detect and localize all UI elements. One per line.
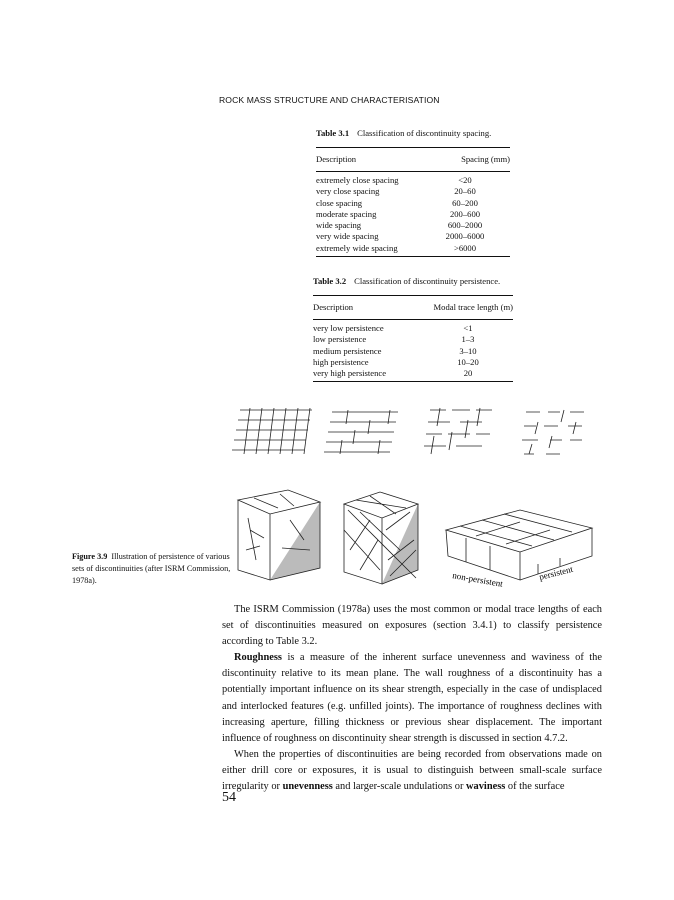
row-value: 1–3 — [461, 334, 475, 345]
row-value: 60–200 — [452, 197, 478, 208]
table-row — [316, 175, 510, 186]
figure-3-9 — [220, 400, 620, 590]
table-row — [313, 346, 513, 357]
rock-block-2 — [344, 492, 418, 584]
row-description: very low persistence — [313, 323, 384, 333]
table-caption — [316, 128, 510, 138]
row-description: very close spacing — [316, 186, 380, 197]
persistence-pattern-3 — [424, 408, 492, 454]
row-description: wide spacing — [316, 220, 362, 231]
page-number: 54 — [222, 790, 236, 805]
term-unevenness: unevenness — [282, 781, 333, 793]
row-value: 600–2000 — [447, 220, 483, 231]
table-title: Classification of discontinuity spacing. — [357, 128, 492, 138]
paragraph-2 — [222, 650, 602, 747]
table-row — [316, 198, 510, 209]
table-label: Table 3.1 — [316, 128, 350, 138]
table-body — [313, 323, 513, 379]
table-body — [316, 175, 510, 254]
table-title: Classification of discontinuity persistence. — [354, 276, 501, 286]
table-rule — [313, 319, 513, 320]
table-3-1 — [316, 128, 510, 257]
paragraph-3-text-a: When the properties of discontinuities are being recorded from observations made on either drill core or exposures, it is usual to distinguish between small-scale surface irregularity or — [222, 748, 602, 793]
paragraph-3-text-b: and larger-scale undulations or — [332, 781, 467, 793]
header-value: Spacing (mm) — [461, 154, 510, 164]
paragraph-3-text-c: of the surface — [505, 781, 565, 793]
row-value: >6000 — [453, 242, 477, 253]
table-row — [316, 220, 510, 231]
body-text — [222, 602, 602, 795]
table-label: Table 3.2 — [313, 276, 347, 286]
table-row — [316, 231, 510, 242]
paragraph-2-text: is a measure of the inherent surface unevenness and waviness of the discontinuity relative to its mean plane. The wall roughness of a discontinuity has a potentially important influence on its shear strength, especially in the case of undisplaced and interlocked features (e.g. unfilled joints). The importance of roughness declines with increasing aperture, filling thickness or previous shear displacement. The important influence of roughness on discontinuity shear strength is discussed in section 4.7.2. — [222, 652, 602, 744]
table-row — [313, 357, 513, 368]
row-description: extremely close spacing — [316, 175, 399, 185]
table-rule — [316, 147, 510, 148]
term-waviness: waviness — [466, 781, 506, 793]
header-description: Description — [313, 302, 354, 312]
running-head: ROCK MASS STRUCTURE AND CHARACTERISATION — [219, 95, 440, 105]
table-row — [313, 334, 513, 345]
table-rule — [316, 256, 510, 257]
table-caption — [313, 276, 513, 286]
row-description: low persistence — [313, 334, 367, 345]
row-value: 3–10 — [459, 345, 477, 356]
table-row — [316, 209, 510, 220]
row-value: 20–60 — [454, 186, 476, 197]
table-header — [313, 302, 513, 312]
header-value: Modal trace length (m) — [433, 302, 513, 312]
row-value: <1 — [463, 323, 473, 333]
row-value: 2000–6000 — [445, 231, 485, 242]
row-description: very wide spacing — [316, 231, 379, 242]
figure-label: Figure 3.9 — [72, 552, 108, 561]
table-row — [313, 368, 513, 379]
figure-caption-text: Illustration of persistence of various sets of discontinuities (after ISRM Commission, 1978a). — [72, 552, 231, 585]
paragraph-1: The ISRM Commission (1978a) uses the most common or modal trace lengths of each set of discontinuities measured on exposures (section 3.4.1) to classify persistence according to Table 3.2. — [222, 604, 602, 648]
persistence-pattern-2 — [324, 410, 398, 454]
figure-caption — [72, 551, 232, 587]
table-rule — [316, 171, 510, 172]
row-value: 20 — [463, 368, 473, 379]
row-description: very high persistence — [313, 368, 387, 379]
row-description: extremely wide spacing — [316, 242, 398, 253]
row-description: medium persistence — [313, 345, 382, 356]
row-value: 10–20 — [457, 356, 479, 367]
table-rule — [313, 381, 513, 382]
table-row — [316, 243, 510, 254]
row-description: close spacing — [316, 197, 363, 208]
persistence-pattern-1 — [232, 408, 312, 454]
row-value: <20 — [458, 175, 472, 185]
rock-block-1 — [238, 490, 320, 580]
row-description: moderate spacing — [316, 208, 377, 219]
table-row — [313, 323, 513, 334]
paragraph-3 — [222, 747, 602, 795]
row-value: 200–600 — [449, 208, 481, 219]
term-roughness: Roughness — [234, 652, 282, 664]
row-description: high persistence — [313, 356, 369, 367]
label-persistent: persistent — [538, 563, 574, 582]
label-non-persistent: non-persistent — [451, 570, 504, 589]
table-row — [316, 186, 510, 197]
table-header — [316, 154, 510, 164]
header-description: Description — [316, 154, 357, 164]
persistence-pattern-4 — [522, 410, 584, 454]
table-rule — [313, 295, 513, 296]
table-3-2 — [313, 276, 513, 382]
